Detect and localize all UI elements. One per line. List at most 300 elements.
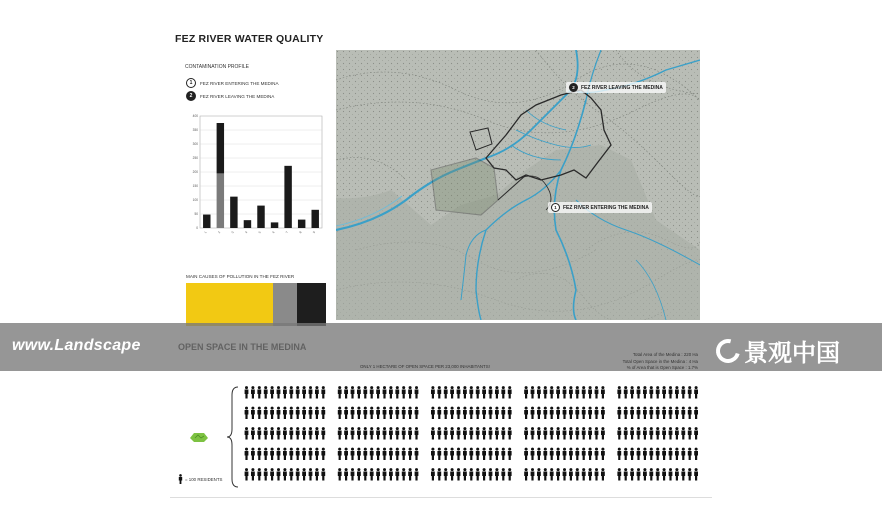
- resident-figure: [508, 448, 512, 460]
- resident-figure: [376, 427, 380, 439]
- resident-figure: [389, 427, 393, 439]
- resident-figure: [537, 407, 541, 419]
- marker-1-icon: 1: [186, 78, 196, 88]
- resident-figure: [245, 407, 249, 419]
- chart-bar: [284, 166, 291, 228]
- pollution-segment-3: [297, 283, 326, 326]
- resident-figure: [270, 407, 274, 419]
- resident-figure: [575, 386, 579, 398]
- resident-figure: [681, 448, 685, 460]
- resident-figure: [681, 427, 685, 439]
- resident-figure: [524, 468, 528, 480]
- person-icon: [178, 474, 183, 484]
- resident-figure: [476, 427, 480, 439]
- resident-figure: [351, 407, 355, 419]
- resident-figure: [344, 386, 348, 398]
- resident-figure: [469, 448, 473, 460]
- resident-figure: [415, 427, 419, 439]
- resident-figure: [457, 386, 461, 398]
- resident-figure: [338, 427, 342, 439]
- resident-figure: [321, 386, 325, 398]
- resident-figure: [489, 407, 493, 419]
- resident-figure: [431, 448, 435, 460]
- resident-figure: [370, 407, 374, 419]
- resident-figure: [450, 386, 454, 398]
- pollution-title: MAIN CAUSES OF POLLUTION IN THE FEZ RIVER: [186, 274, 295, 279]
- resident-figure: [408, 427, 412, 439]
- resident-figure: [662, 386, 666, 398]
- resident-figure: [251, 407, 255, 419]
- resident-figure: [556, 386, 560, 398]
- resident-figure: [315, 386, 319, 398]
- chart-bar: [203, 215, 210, 228]
- resident-figure: [402, 407, 406, 419]
- resident-figure: [595, 407, 599, 419]
- resident-figure: [601, 468, 605, 480]
- resident-figure: [315, 448, 319, 460]
- chart-bar: [230, 197, 237, 228]
- map-label-leaving: [566, 82, 666, 93]
- resident-figure: [289, 386, 293, 398]
- resident-figure: [431, 427, 435, 439]
- resident-figure: [296, 386, 300, 398]
- resident-figure: [681, 386, 685, 398]
- resident-figure: [408, 386, 412, 398]
- resident-figure: [351, 468, 355, 480]
- resident-figure: [508, 407, 512, 419]
- resident-figure: [501, 386, 505, 398]
- resident-figure: [476, 448, 480, 460]
- resident-figure: [524, 407, 528, 419]
- resident-figure: [264, 448, 268, 460]
- resident-figure: [245, 427, 249, 439]
- resident-figure: [617, 427, 621, 439]
- resident-figure: [450, 468, 454, 480]
- resident-figure: [624, 407, 628, 419]
- stat-percent: % of Area that is Open Space : 1.7%: [626, 365, 698, 370]
- resident-figure: [482, 386, 486, 398]
- resident-figure: [383, 427, 387, 439]
- resident-figure: [643, 427, 647, 439]
- x-tick-label: 8: [298, 230, 303, 234]
- resident-figure: [245, 468, 249, 480]
- resident-figure: [395, 427, 399, 439]
- resident-figure: [495, 448, 499, 460]
- resident-figure: [357, 448, 361, 460]
- resident-figure: [245, 386, 249, 398]
- resident-figure: [531, 407, 535, 419]
- resident-figure: [588, 386, 592, 398]
- resident-figure: [389, 407, 393, 419]
- resident-figure: [543, 448, 547, 460]
- resident-figure: [383, 386, 387, 398]
- resident-figure: [508, 427, 512, 439]
- resident-figure: [444, 427, 448, 439]
- resident-figure: [588, 448, 592, 460]
- resident-figure: [463, 468, 467, 480]
- resident-figure: [463, 407, 467, 419]
- brace-icon: [226, 385, 240, 489]
- resident-figure: [277, 407, 281, 419]
- resident-figure: [395, 407, 399, 419]
- resident-figure: [617, 386, 621, 398]
- resident-figure: [476, 386, 480, 398]
- resident-figure: [624, 468, 628, 480]
- resident-figure: [624, 386, 628, 398]
- resident-figure: [575, 448, 579, 460]
- marker-2-icon: 2: [186, 91, 196, 101]
- resident-figure: [637, 407, 641, 419]
- resident-figure: [550, 407, 554, 419]
- resident-figure: [264, 407, 268, 419]
- resident-figure: [351, 427, 355, 439]
- resident-figure: [569, 468, 573, 480]
- resident-figure: [688, 386, 692, 398]
- resident-figure: [338, 386, 342, 398]
- resident-figure: [630, 448, 634, 460]
- resident-figure: [624, 427, 628, 439]
- resident-figure: [582, 468, 586, 480]
- resident-figure: [524, 386, 528, 398]
- brand-logo-icon: [712, 334, 745, 367]
- resident-figure: [315, 407, 319, 419]
- resident-figure: [315, 427, 319, 439]
- resident-figure: [376, 468, 380, 480]
- resident-figure: [444, 468, 448, 480]
- resident-figure: [370, 468, 374, 480]
- resident-figure: [495, 427, 499, 439]
- x-tick-label: 6: [271, 230, 276, 234]
- resident-figure: [543, 468, 547, 480]
- resident-figure: [270, 468, 274, 480]
- resident-figure: [264, 468, 268, 480]
- resident-legend-label: = 100 RESIDENTS: [185, 476, 223, 482]
- open-space-caption: ONLY 1 HECTARE OF OPEN SPACE PER 23,000 INHABITANTS!: [360, 364, 490, 369]
- resident-figure: [363, 407, 367, 419]
- marker-1-map-icon: 1: [551, 203, 560, 212]
- resident-figure: [257, 427, 261, 439]
- stat-total-area: Total Area of the Medina : 220 Ha: [632, 352, 698, 357]
- resident-figure: [569, 407, 573, 419]
- resident-figure: [556, 468, 560, 480]
- resident-figure: [437, 468, 441, 480]
- resident-figure: [582, 427, 586, 439]
- resident-figure: [675, 468, 679, 480]
- resident-figure: [649, 468, 653, 480]
- resident-figure: [694, 427, 698, 439]
- resident-figure: [508, 468, 512, 480]
- x-tick-label: 5: [257, 230, 262, 234]
- y-tick-label: 250: [192, 156, 198, 161]
- resident-figure: [694, 448, 698, 460]
- resident-figure: [601, 386, 605, 398]
- resident-figure: [402, 468, 406, 480]
- resident-figure: [489, 448, 493, 460]
- y-tick-label: 350: [192, 128, 198, 133]
- stat-open-space: Total Open Space in the Medina : 4 Ha: [622, 358, 698, 364]
- resident-figure: [617, 468, 621, 480]
- resident-figure: [283, 468, 287, 480]
- chart-bar: [298, 220, 305, 228]
- resident-figure: [569, 427, 573, 439]
- river-map: [336, 50, 700, 320]
- resident-figure: [688, 468, 692, 480]
- resident-figure: [463, 386, 467, 398]
- resident-figure: [457, 427, 461, 439]
- resident-figure: [302, 386, 306, 398]
- resident-figure: [669, 386, 673, 398]
- resident-figure: [309, 468, 313, 480]
- resident-figure: [277, 386, 281, 398]
- resident-figure: [321, 468, 325, 480]
- resident-figure: [376, 448, 380, 460]
- resident-figure: [283, 448, 287, 460]
- resident-figure: [550, 448, 554, 460]
- resident-figure: [363, 468, 367, 480]
- resident-figure: [338, 407, 342, 419]
- resident-figure: [383, 468, 387, 480]
- resident-figure: [415, 468, 419, 480]
- resident-figure: [415, 448, 419, 460]
- page-title: FEZ RIVER WATER QUALITY: [175, 33, 324, 45]
- resident-figure: [357, 427, 361, 439]
- resident-figure: [289, 427, 293, 439]
- resident-figure: [662, 427, 666, 439]
- resident-figure: [643, 407, 647, 419]
- resident-figure: [656, 448, 660, 460]
- resident-figure: [669, 448, 673, 460]
- resident-figure: [524, 448, 528, 460]
- resident-figure: [389, 468, 393, 480]
- resident-figure: [569, 386, 573, 398]
- resident-figure: [395, 386, 399, 398]
- resident-figure: [415, 386, 419, 398]
- resident-figure: [681, 407, 685, 419]
- resident-figure: [437, 448, 441, 460]
- resident-figure: [296, 468, 300, 480]
- resident-figure: [402, 427, 406, 439]
- y-tick-label: 50: [194, 212, 198, 217]
- resident-figure: [309, 386, 313, 398]
- resident-figure: [264, 427, 268, 439]
- resident-figure: [264, 386, 268, 398]
- resident-figure: [251, 468, 255, 480]
- resident-figure: [389, 448, 393, 460]
- resident-figure: [669, 427, 673, 439]
- resident-figure: [669, 407, 673, 419]
- resident-figure: [463, 427, 467, 439]
- resident-figure: [495, 386, 499, 398]
- resident-figure: [383, 407, 387, 419]
- resident-figure: [450, 427, 454, 439]
- resident-figure: [649, 448, 653, 460]
- resident-figure: [444, 448, 448, 460]
- resident-figure: [531, 448, 535, 460]
- resident-figure: [524, 427, 528, 439]
- resident-figure: [556, 427, 560, 439]
- contamination-chart: [186, 110, 326, 260]
- resident-figure: [321, 448, 325, 460]
- resident-figure: [508, 386, 512, 398]
- resident-figure: [389, 386, 393, 398]
- resident-figure: [601, 427, 605, 439]
- legend-entering-label: FEZ RIVER ENTERING THE MEDINA: [200, 80, 279, 86]
- y-tick-label: 400: [192, 114, 198, 119]
- x-tick-label: 9: [311, 230, 317, 234]
- resident-figure: [277, 427, 281, 439]
- resident-figure: [408, 448, 412, 460]
- resident-figure: [431, 386, 435, 398]
- resident-figure: [283, 427, 287, 439]
- resident-figure: [489, 386, 493, 398]
- resident-figure: [656, 427, 660, 439]
- resident-figure: [315, 468, 319, 480]
- resident-figure: [495, 468, 499, 480]
- resident-figure: [450, 448, 454, 460]
- resident-figure: [575, 427, 579, 439]
- chart-bar: [244, 220, 251, 228]
- resident-figure: [588, 468, 592, 480]
- resident-figure: [675, 448, 679, 460]
- pollution-segment-2: [273, 283, 297, 326]
- resident-figure: [624, 448, 628, 460]
- watermark-brand-text: 景观中国: [744, 340, 840, 367]
- resident-figure: [643, 448, 647, 460]
- resident-figure: [563, 468, 567, 480]
- resident-figure: [270, 427, 274, 439]
- resident-figure: [283, 407, 287, 419]
- resident-figure: [537, 468, 541, 480]
- resident-figure: [563, 407, 567, 419]
- resident-figure: [531, 386, 535, 398]
- resident-figure: [457, 407, 461, 419]
- resident-figure: [643, 386, 647, 398]
- resident-figure: [681, 468, 685, 480]
- resident-figure: [296, 448, 300, 460]
- open-space-stats: [572, 352, 698, 372]
- watermark-brand: [716, 333, 840, 368]
- x-tick-label: 2: [216, 230, 222, 234]
- resident-figure: [550, 468, 554, 480]
- resident-figure: [649, 407, 653, 419]
- resident-figure: [582, 448, 586, 460]
- legend-leaving-label: FEZ RIVER LEAVING THE MEDINA: [200, 93, 275, 99]
- resident-figure: [251, 386, 255, 398]
- resident-figure: [370, 448, 374, 460]
- chart-bar: [271, 222, 278, 228]
- resident-figure: [482, 468, 486, 480]
- resident-figure: [537, 427, 541, 439]
- resident-figure: [637, 427, 641, 439]
- resident-figure: [588, 427, 592, 439]
- resident-figure: [309, 407, 313, 419]
- resident-figure: [630, 468, 634, 480]
- resident-figure: [251, 427, 255, 439]
- resident-figure: [563, 386, 567, 398]
- resident-figure: [501, 448, 505, 460]
- y-tick-label: 100: [192, 198, 198, 203]
- resident-figure: [662, 468, 666, 480]
- resident-figure: [469, 468, 473, 480]
- resident-figure: [450, 407, 454, 419]
- resident-figure: [309, 448, 313, 460]
- legend-leaving: [186, 91, 274, 101]
- resident-figure: [675, 386, 679, 398]
- resident-figure: [669, 468, 673, 480]
- resident-figure: [656, 386, 660, 398]
- marker-2-map-icon: 2: [569, 83, 578, 92]
- resident-figure: [588, 407, 592, 419]
- resident-figure: [495, 407, 499, 419]
- resident-figure: [289, 468, 293, 480]
- resident-figure: [662, 448, 666, 460]
- resident-figure: [257, 468, 261, 480]
- resident-figure: [656, 407, 660, 419]
- resident-figure: [563, 427, 567, 439]
- resident-figure: [344, 407, 348, 419]
- resident-figure: [501, 407, 505, 419]
- resident-figure: [649, 427, 653, 439]
- resident-figure: [457, 448, 461, 460]
- chart-bar: [311, 210, 318, 228]
- resident-figure: [501, 427, 505, 439]
- resident-figure: [649, 386, 653, 398]
- resident-figure: [344, 427, 348, 439]
- y-tick-label: 300: [192, 142, 198, 147]
- resident-figure: [283, 386, 287, 398]
- resident-figure: [531, 468, 535, 480]
- resident-figure: [543, 407, 547, 419]
- resident-figure: [457, 468, 461, 480]
- resident-figure: [376, 386, 380, 398]
- resident-figure: [601, 448, 605, 460]
- resident-figure: [302, 407, 306, 419]
- resident-figure: [476, 468, 480, 480]
- resident-figure: [630, 407, 634, 419]
- resident-figure: [637, 448, 641, 460]
- y-tick-label: 150: [192, 184, 198, 189]
- legend-entering: [186, 78, 279, 88]
- resident-figure: [351, 386, 355, 398]
- map-label-leaving-text: FEZ RIVER LEAVING THE MEDINA: [581, 84, 663, 91]
- resident-figure: [321, 407, 325, 419]
- resident-figure: [251, 448, 255, 460]
- x-tick-label: 7: [284, 230, 289, 234]
- x-tick-label: 1: [203, 230, 208, 234]
- resident-figure: [595, 427, 599, 439]
- resident-figure: [363, 386, 367, 398]
- resident-figure: [395, 448, 399, 460]
- resident-figure: [688, 448, 692, 460]
- resident-figure: [595, 468, 599, 480]
- resident-figure: [595, 448, 599, 460]
- resident-figure: [675, 427, 679, 439]
- resident-figure: [694, 386, 698, 398]
- resident-figure: [363, 448, 367, 460]
- resident-figure: [277, 448, 281, 460]
- resident-figure: [575, 468, 579, 480]
- resident-figure: [582, 407, 586, 419]
- resident-figure: [637, 386, 641, 398]
- resident-figure: [270, 386, 274, 398]
- resident-figure: [309, 427, 313, 439]
- resident-figure: [338, 468, 342, 480]
- chart-bar: [217, 123, 224, 173]
- resident-figure: [321, 427, 325, 439]
- resident-figure: [270, 448, 274, 460]
- resident-figure: [537, 448, 541, 460]
- resident-figure: [408, 407, 412, 419]
